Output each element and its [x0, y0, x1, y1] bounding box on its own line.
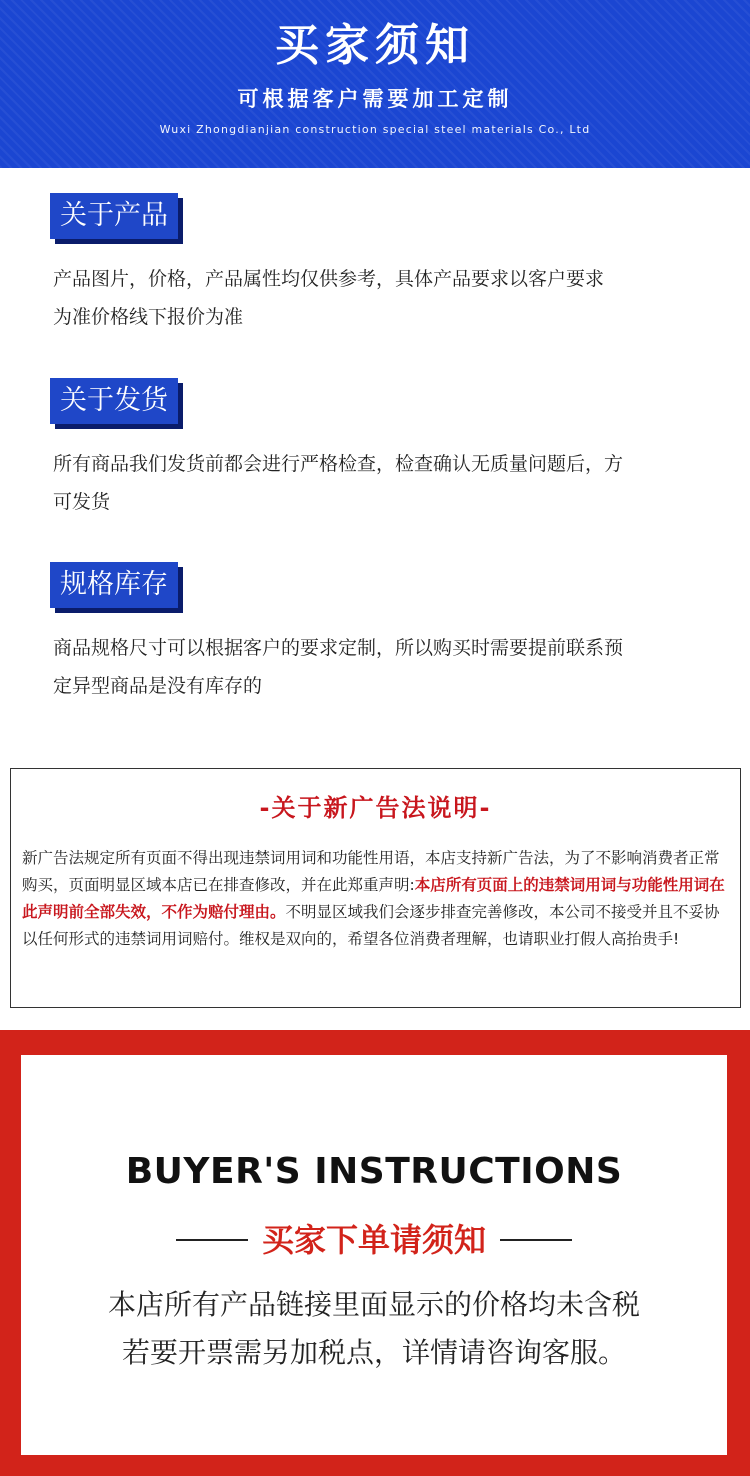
- buyer-instructions-panel: [21, 1055, 727, 1455]
- divider-line: [500, 1239, 572, 1241]
- header-banner: [0, 0, 750, 168]
- header-subtitle: 可根据客户需要加工定制: [237, 87, 513, 111]
- notice-title: -关于新广告法说明-: [259, 794, 492, 822]
- section-label-product: 关于产品: [50, 193, 178, 239]
- ad-law-notice: [10, 768, 741, 1008]
- section-text-stock: [53, 629, 723, 705]
- notice-highlight: 本店所有页面上的违禁词用词与功能性用词在此声明前全部失效，不作为赔付理由。: [22, 876, 725, 921]
- buyer-invoice-note: 若要开票需另加税点，详情请咨询客服。: [121, 1336, 626, 1369]
- section-text-line: 产品图片，价格，产品属性均仅供参考，具体产品要求以客户要求: [53, 268, 605, 290]
- notice-body-text: 新广告法规定所有页面不得出现违禁词用词和功能性用语，本店支持新广告法，为了不影响消费者正常购买，页面明显区域本店已在排查修改，并在此郑重声明:: [22, 849, 720, 894]
- header-title: 买家须知: [275, 20, 475, 71]
- notice-body: [22, 845, 732, 953]
- company-name-english: Wuxi Zhongdianjian construction special steel materials Co., Ltd: [159, 123, 591, 136]
- buyer-tax-note: 本店所有产品链接里面显示的价格均未含税: [107, 1288, 640, 1321]
- buyer-subtitle-row: [21, 1217, 727, 1263]
- section-text-shipping: [53, 445, 723, 521]
- section-text-product: [53, 260, 723, 336]
- section-text-line: 定异型商品是没有库存的: [53, 675, 263, 697]
- section-label-shipping: 关于发货: [50, 378, 178, 424]
- buyer-title: BUYER'S INSTRUCTIONS: [125, 1151, 623, 1192]
- divider-line: [176, 1239, 248, 1241]
- buyer-subtitle: 买家下单请须知: [261, 1221, 486, 1259]
- notice-body-text: 不明显区域我们会逐步排查完善修改，本公司不接受并且不妥协以任何形式的违禁词用词赔付。维权是双向的，希望各位消费者理解，也请职业打假人高抬贵手!: [22, 903, 720, 948]
- section-text-line: 商品规格尺寸可以根据客户的要求定制，所以购买时需要提前联系预: [53, 637, 624, 659]
- section-text-line: 可发货: [53, 491, 111, 513]
- section-text-line: 为准价格线下报价为准: [53, 306, 244, 328]
- section-text-line: 所有商品我们发货前都会进行严格检查，检查确认无质量问题后，方: [53, 453, 624, 475]
- section-label-stock: 规格库存: [50, 562, 178, 608]
- buyer-instructions-frame: [0, 1030, 750, 1476]
